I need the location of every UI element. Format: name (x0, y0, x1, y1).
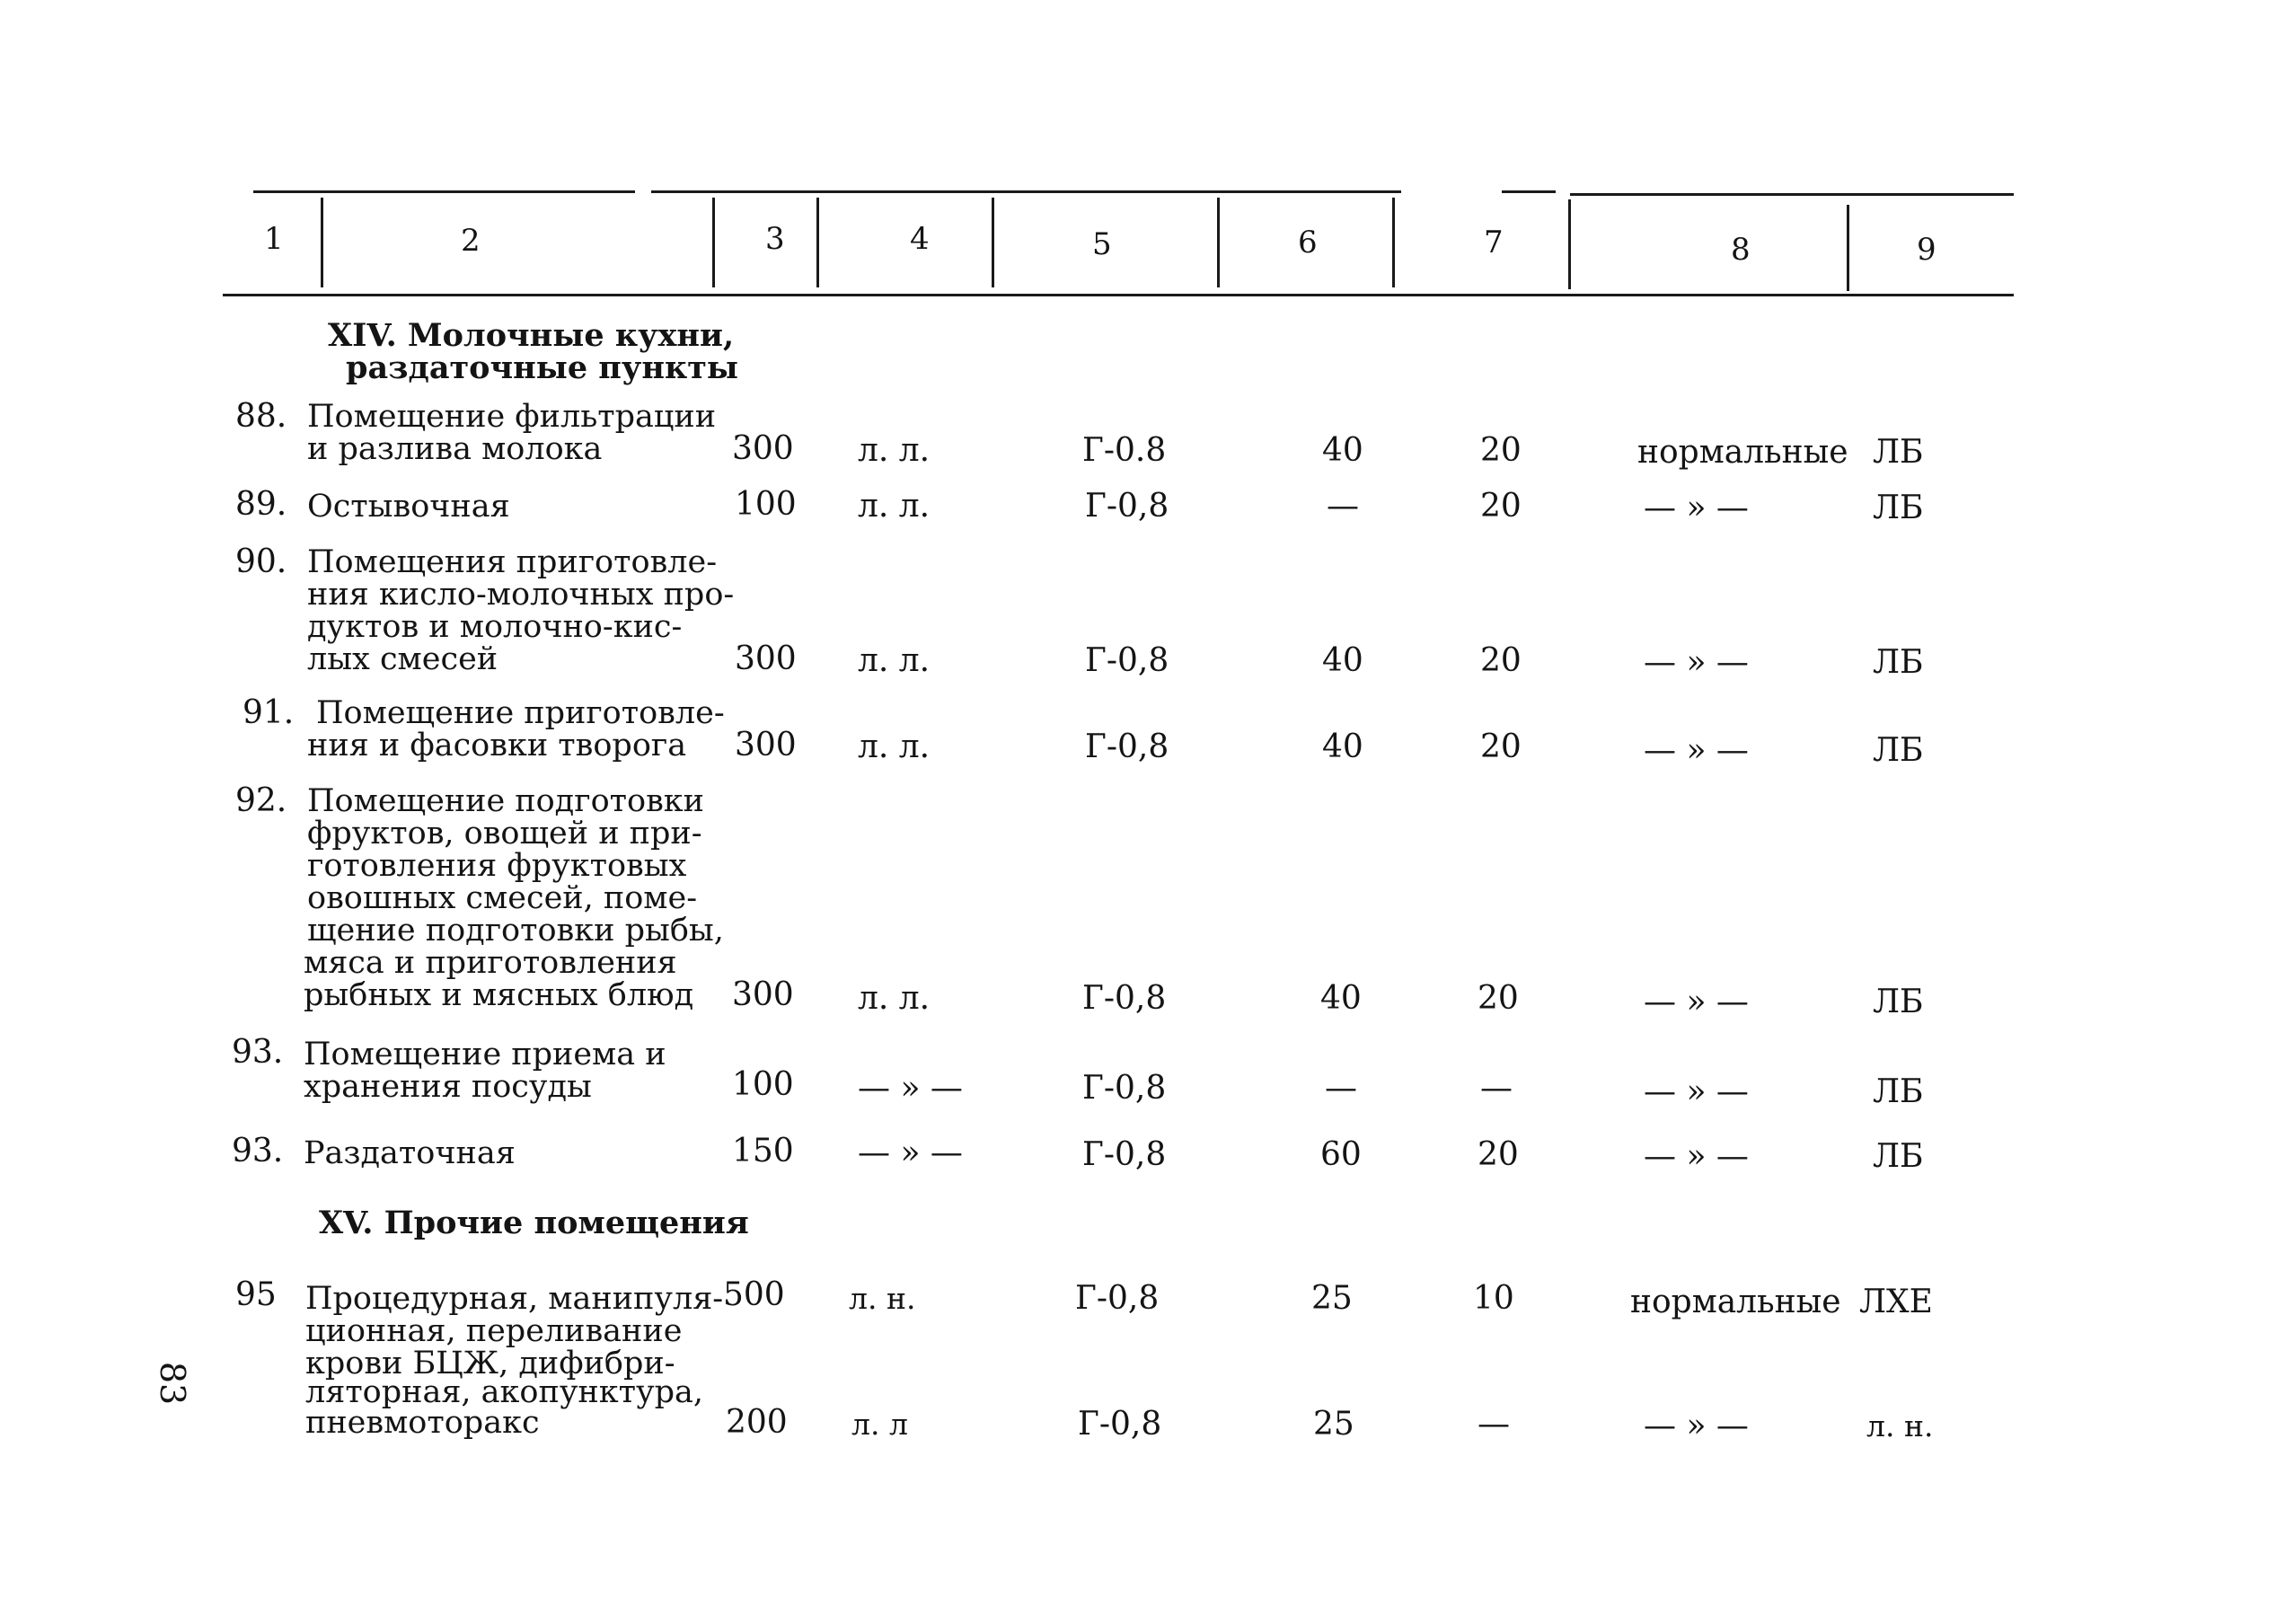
section-title: раздаточные пункты (346, 349, 738, 386)
cell-col4: л. л. (858, 432, 931, 469)
cell-col3: 300 (735, 640, 797, 677)
header-divider (1217, 198, 1220, 287)
row-number: 95 (235, 1276, 277, 1313)
cell-col5: Г-0.8 (1082, 432, 1167, 469)
header-col-4: 4 (910, 221, 930, 257)
header-divider (712, 198, 715, 287)
header-top-rule-b (651, 190, 1401, 193)
header-divider (1392, 198, 1395, 287)
cell-col5: Г-0,8 (1082, 1070, 1167, 1107)
cell-col4: л. н. (849, 1281, 916, 1316)
row-name-line: Помещение приема и (304, 1037, 666, 1072)
cell-col9: ЛБ (1873, 1073, 1924, 1110)
cell-col6: 40 (1320, 980, 1362, 1017)
cell-col7: — (1478, 1406, 1510, 1443)
row-number: 91. (243, 694, 295, 731)
cell-col4: — » — (858, 1134, 963, 1171)
section-title: XIV. Молочные кухни, (328, 317, 735, 354)
cell-col8: — » — (1644, 490, 1749, 526)
cell-col9: ЛБ (1873, 434, 1924, 471)
cell-col7: 20 (1480, 488, 1522, 525)
cell-col3: 100 (732, 1066, 794, 1103)
cell-col8: нормальные (1637, 434, 1848, 471)
cell-col5: Г-0,8 (1082, 1136, 1167, 1173)
row-number: 92. (235, 782, 287, 819)
row-name-line: щение подготовки рыбы, (307, 913, 724, 949)
cell-col3: 200 (726, 1404, 788, 1441)
cell-col8: — » — (1644, 984, 1749, 1020)
header-col-5: 5 (1092, 226, 1112, 262)
header-col-8: 8 (1731, 232, 1751, 268)
row-name-line: хранения посуды (304, 1069, 592, 1105)
cell-col9: л. н. (1866, 1408, 1934, 1443)
cell-col7: 20 (1478, 1136, 1519, 1173)
cell-col4: — » — (858, 1070, 963, 1107)
cell-col5: Г-0,8 (1085, 642, 1169, 679)
cell-col9: ЛБ (1873, 490, 1924, 526)
cell-col7: 10 (1473, 1280, 1514, 1317)
row-name-line: ния и фасовки творога (307, 728, 687, 763)
row-name-line: Помещение подготовки (307, 783, 704, 819)
cell-col5: Г-0,8 (1075, 1280, 1160, 1317)
header-divider (1847, 205, 1849, 291)
row-name-line: рыбных и мясных блюд (304, 977, 694, 1013)
row-name-line: и разлива молока (307, 431, 603, 467)
cell-col8: нормальные (1630, 1284, 1841, 1320)
cell-col6: 25 (1313, 1406, 1354, 1443)
row-number: 89. (235, 486, 287, 523)
header-col-1: 1 (264, 221, 284, 257)
row-name-line: Помещение фильтрации (307, 399, 717, 435)
cell-col8: — » — (1644, 732, 1749, 769)
cell-col3: 500 (723, 1276, 785, 1313)
cell-col7: 20 (1478, 980, 1519, 1017)
cell-col6: 60 (1320, 1136, 1362, 1173)
cell-col6: — (1327, 488, 1359, 525)
row-name-line: мяса и приготовления (304, 945, 677, 981)
section-title: XV. Прочие помещения (319, 1205, 749, 1241)
cell-col4: л. л (851, 1407, 908, 1442)
cell-col9: ЛБ (1873, 644, 1924, 681)
cell-col3: 300 (732, 976, 794, 1013)
row-name-line: дуктов и молочно-кис- (307, 609, 683, 645)
row-number: 93. (232, 1034, 284, 1071)
header-divider (321, 198, 323, 287)
header-col-9: 9 (1917, 232, 1936, 268)
cell-col4: л. л. (858, 980, 931, 1017)
header-col-6: 6 (1298, 225, 1318, 260)
row-name-line: Остывочная (307, 489, 510, 525)
row-name-line: готовления фруктовых (307, 848, 687, 884)
cell-col4: л. л. (858, 488, 931, 525)
row-name-line: овошных смесей, поме- (307, 880, 698, 916)
cell-col7: 20 (1480, 432, 1522, 469)
cell-col5: Г-0,8 (1082, 980, 1167, 1017)
row-number: 93. (232, 1133, 284, 1169)
cell-col3: 150 (732, 1133, 794, 1169)
cell-col4: л. л. (858, 728, 931, 765)
header-col-3: 3 (765, 221, 785, 257)
header-top-rule-c (1502, 190, 1556, 193)
cell-col6: 40 (1322, 642, 1363, 679)
cell-col9: ЛБ (1873, 732, 1924, 769)
row-name-line: Помещения приготовле- (307, 544, 718, 580)
cell-col6: — (1325, 1070, 1357, 1107)
row-name-line: ния кисло-молочных про- (307, 577, 735, 613)
cell-col3: 100 (735, 486, 797, 523)
cell-col9: ЛБ (1873, 984, 1924, 1020)
cell-col7: 20 (1480, 728, 1522, 765)
cell-col9: ЛБ (1873, 1138, 1924, 1175)
page-number: 83 (153, 1361, 193, 1406)
header-top-rule-a (253, 190, 635, 193)
cell-col8: — » — (1644, 1408, 1749, 1444)
cell-col4: л. л. (858, 642, 931, 679)
row-name-line: лых смесей (307, 641, 498, 677)
cell-col9: ЛХЕ (1859, 1284, 1933, 1320)
row-name-line: крови БЦЖ, дифибри- (305, 1346, 675, 1381)
header-bottom-rule (223, 294, 2014, 296)
row-name-line: ционная, переливание (305, 1313, 683, 1349)
header-col-2: 2 (461, 223, 481, 259)
cell-col3: 300 (732, 430, 794, 467)
row-number: 90. (235, 543, 287, 580)
header-divider (992, 198, 994, 287)
cell-col7: 20 (1480, 642, 1522, 679)
cell-col6: 40 (1322, 432, 1363, 469)
row-number: 88. (235, 398, 287, 435)
cell-col5: Г-0,8 (1085, 728, 1169, 765)
cell-col8: — » — (1644, 644, 1749, 681)
row-name-line: Помещение приготовле- (316, 695, 725, 731)
cell-col3: 300 (735, 727, 797, 763)
cell-col7: — (1480, 1070, 1513, 1107)
cell-col8: — » — (1644, 1138, 1749, 1175)
cell-col5: Г-0,8 (1085, 488, 1169, 525)
row-name-line: Процедурная, манипуля- (305, 1281, 724, 1317)
row-name-line: фруктов, овощей и при- (307, 816, 702, 852)
header-divider (816, 198, 819, 287)
cell-col5: Г-0,8 (1078, 1406, 1162, 1443)
cell-col6: 40 (1322, 728, 1363, 765)
cell-col8: — » — (1644, 1073, 1749, 1110)
row-name-line: Раздаточная (304, 1135, 516, 1171)
row-name-line: пневмоторакс (305, 1405, 540, 1441)
header-col-7: 7 (1484, 225, 1504, 260)
header-divider (1568, 199, 1571, 289)
row-name-line: ляторная, акопунктура, (305, 1374, 703, 1410)
header-top-rule-d (1570, 193, 2014, 196)
cell-col6: 25 (1311, 1280, 1353, 1317)
